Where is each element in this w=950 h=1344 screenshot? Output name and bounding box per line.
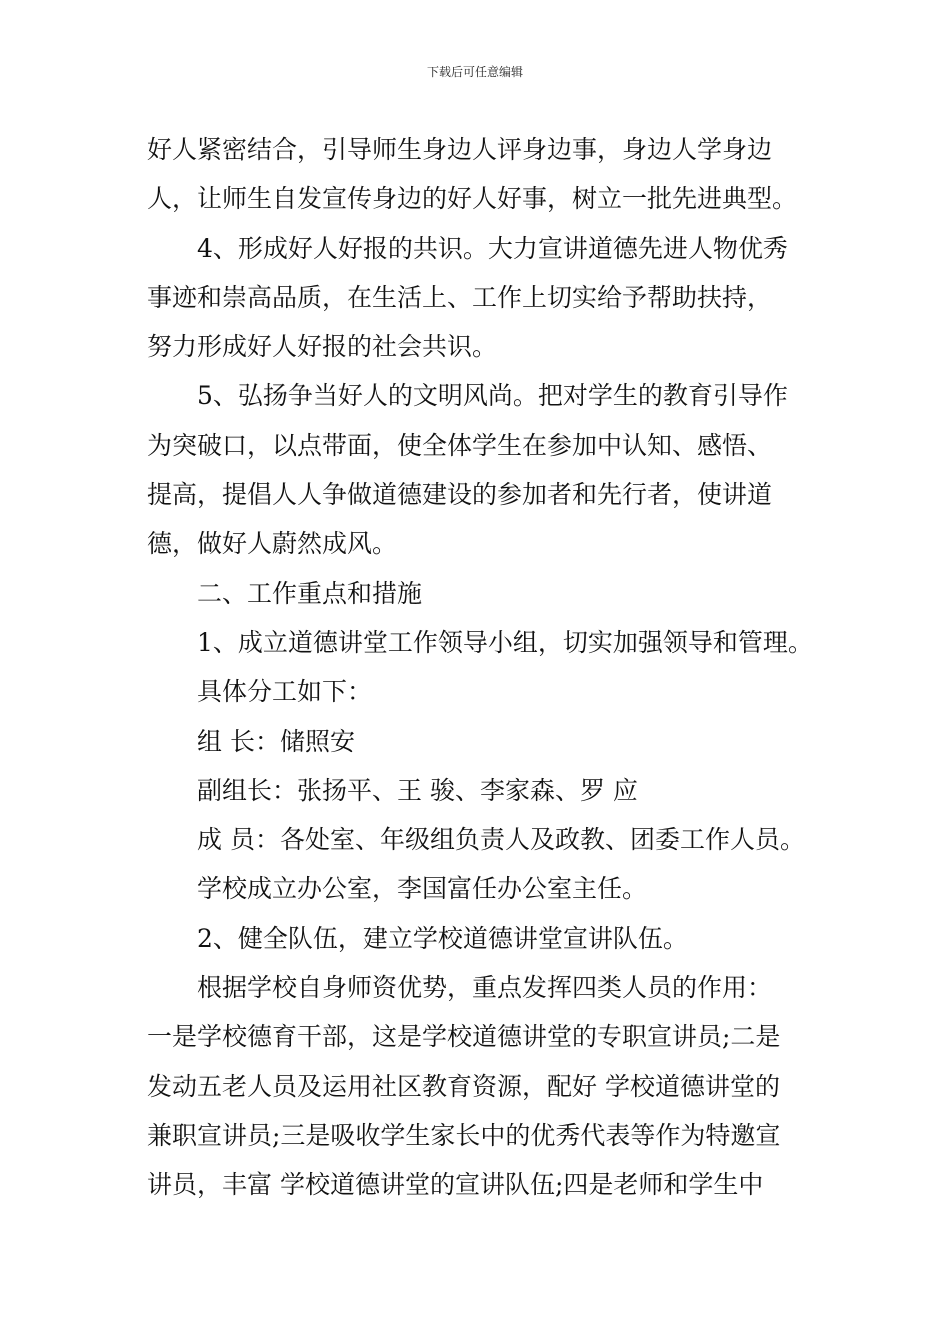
- page-header-note: 下载后可任意编辑: [426, 65, 523, 79]
- text-line: 德，做好人蔚然成风。: [147, 529, 398, 559]
- text-line: 学校成立办公室，李国富任办公室主任。: [197, 874, 648, 904]
- text-line: 1、成立道德讲堂工作领导小组，切实加强领导和管理。: [197, 627, 813, 657]
- text-line: 具体分工如下：: [197, 677, 373, 707]
- section-heading: 二、工作重点和措施: [197, 578, 423, 608]
- text-line: 一是学校德育干部，这是学校道德讲堂的专职宣讲员;二是: [147, 1022, 781, 1052]
- text-line: 事迹和崇高品质，在生活上、工作上切实给予帮助扶持，: [147, 282, 773, 312]
- text-line: 兼职宣讲员;三是吸收学生家长中的优秀代表等作为特邀宣: [147, 1120, 781, 1150]
- text-line: 努力形成好人好报的社会共识。: [147, 332, 498, 362]
- text-line: 为突破口，以点带面，使全体学生在参加中认知、感悟、: [147, 430, 773, 460]
- text-line: 发动五老人员及运用社区教育资源，配好 学校道德讲堂的: [147, 1071, 780, 1101]
- text-line: 提高，提倡人人争做道德建设的参加者和先行者，使讲道: [147, 480, 773, 510]
- text-line: 副组长：张扬平、王 骏、李家森、罗 应: [197, 775, 638, 805]
- text-line: 2、健全队伍，建立学校道德讲堂宣讲队伍。: [197, 923, 688, 953]
- text-line: 4、形成好人好报的共识。大力宣讲道德先进人物优秀: [197, 233, 788, 263]
- text-line: 人，让师生自发宣传身边的好人好事，树立一批先进典型。: [147, 184, 798, 214]
- text-line: 好人紧密结合，引导师生身边人评身边事，身边人学身边: [147, 135, 773, 164]
- text-line: 讲员，丰富 学校道德讲堂的宣讲队伍;四是老师和学生中: [147, 1170, 764, 1200]
- text-line: 组 长：储照安: [197, 726, 355, 756]
- document-body: [147, 125, 812, 1210]
- text-line: 5、弘扬争当好人的文明风尚。把对学生的教育引导作: [197, 381, 788, 411]
- text-line: 根据学校自身师资优势，重点发挥四类人员的作用：: [197, 973, 773, 1003]
- text-line: 成 员：各处室、年级组负责人及政教、团委工作人员。: [197, 825, 805, 855]
